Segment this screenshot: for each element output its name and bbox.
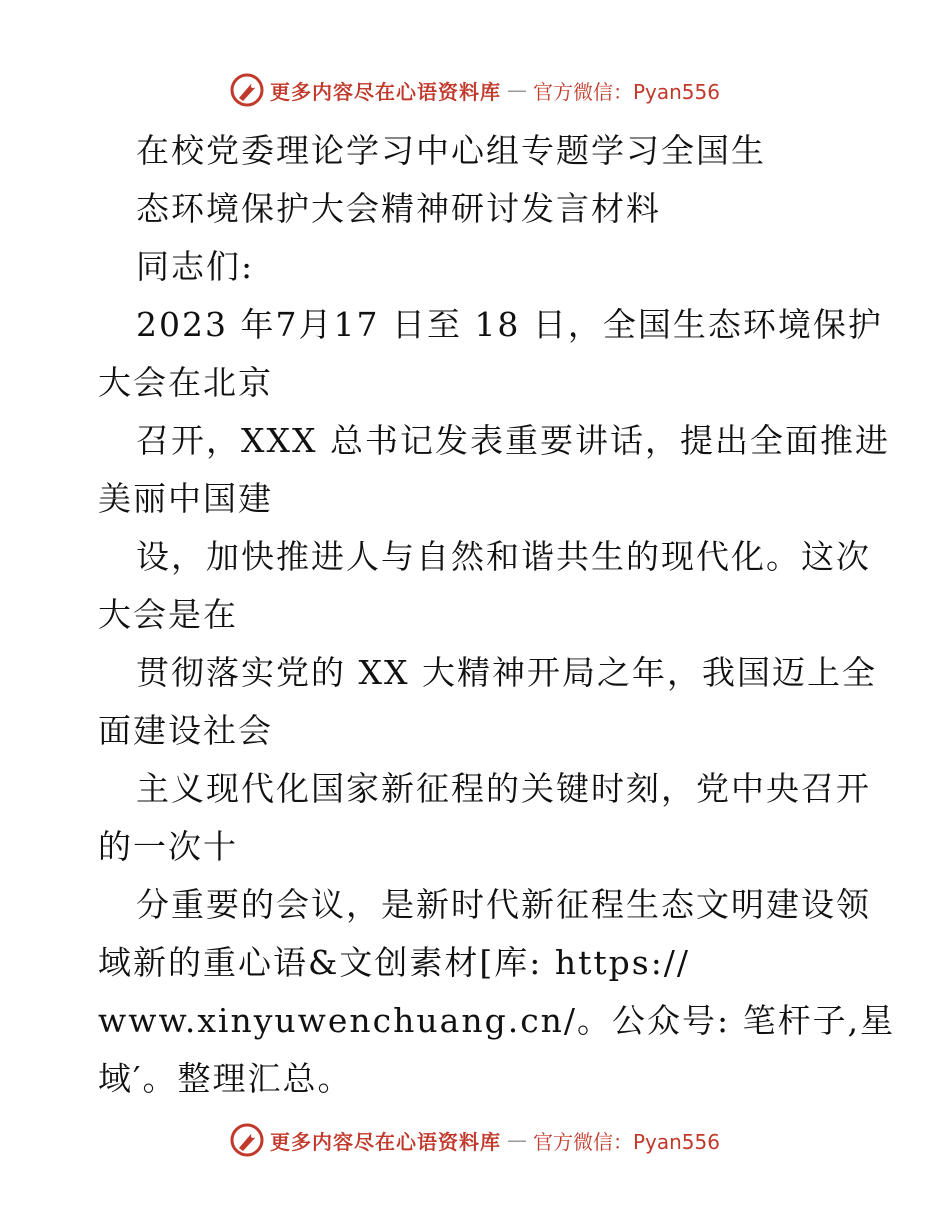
body-line: 贯彻落实党的 XX 大精神开局之年，我国迈上全 bbox=[136, 653, 877, 692]
body-line: 设，加快推进人与自然和谐共生的现代化。这次 bbox=[136, 537, 871, 576]
body-line: 大会是在 bbox=[98, 595, 238, 634]
pen-logo-icon bbox=[230, 73, 264, 107]
footer-watermark-banner bbox=[0, 1120, 950, 1160]
body-line: www.xinyuwenchuang.cn/。公众号: 笔杆子,星 bbox=[98, 1001, 896, 1040]
body-line: 2023 年7月17 日至 18 日，全国生态环境保护 bbox=[136, 305, 883, 344]
banner-separator: — bbox=[506, 1128, 527, 1152]
greeting-line: 同志们: bbox=[136, 247, 255, 286]
body-line: 主义现代化国家新征程的关键时刻，党中央召开 bbox=[136, 769, 871, 808]
body-line: 域′。整理汇总。 bbox=[98, 1059, 353, 1098]
body-line: 分重要的会议，是新时代新征程生态文明建设领 bbox=[136, 885, 871, 924]
body-line: 域新的重心语&文创素材[库: https:// bbox=[98, 943, 691, 982]
body-line: 大会在北京 bbox=[98, 363, 273, 402]
body-line: 召开，XXX 总书记发表重要讲话，提出全面推进 bbox=[136, 421, 890, 460]
document-title-line-2: 态环境保护大会精神研讨发言材料 bbox=[136, 189, 661, 228]
pen-logo-icon bbox=[230, 1123, 264, 1157]
banner-text: 更多内容尽在心语资料库 bbox=[269, 79, 501, 104]
body-line: 美丽中国建 bbox=[98, 479, 273, 518]
document-body bbox=[98, 122, 896, 1108]
body-line: 面建设社会 bbox=[98, 711, 273, 750]
banner-contact: 官方微信：Pyan556 bbox=[532, 79, 720, 104]
header-watermark-banner bbox=[0, 70, 950, 110]
banner-separator: — bbox=[506, 78, 527, 102]
body-line: 的一次十 bbox=[98, 827, 238, 866]
banner-contact: 官方微信：Pyan556 bbox=[532, 1129, 720, 1154]
banner-text: 更多内容尽在心语资料库 bbox=[269, 1129, 501, 1154]
document-title-line-1: 在校党委理论学习中心组专题学习全国生 bbox=[136, 131, 766, 170]
